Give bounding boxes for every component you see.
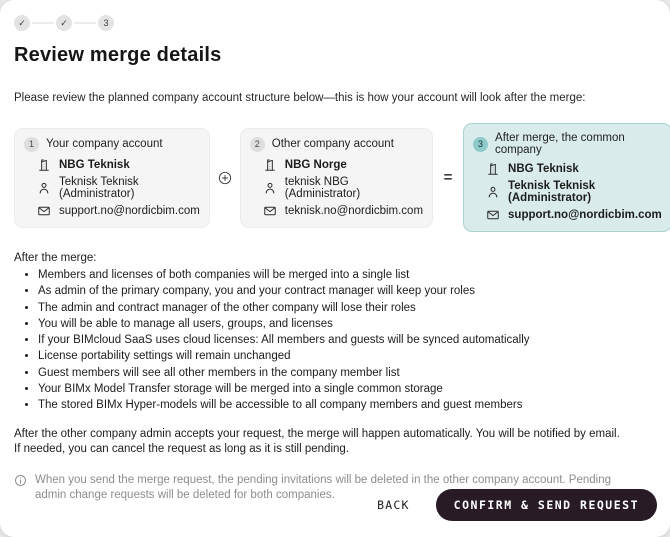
step-3-current[interactable] (98, 15, 114, 31)
step-number: 3 (103, 17, 109, 28)
stepper-connector (32, 22, 54, 24)
company-row: NBG Norge (263, 158, 423, 172)
info-note-text: When you send the merge request, the pending invitations will be deleted in the other company account. Pending admin change requests will be deleted for both companies. (35, 473, 612, 502)
list-item: • The admin and contract manager of the other company will lose their roles (38, 300, 657, 316)
list-item: • As admin of the primary company, you and your contract manager will keep your roles (38, 283, 657, 299)
dialog-footer (377, 489, 657, 521)
company-row: NBG Teknisk (37, 158, 200, 172)
merge-diagram (14, 123, 662, 232)
closing-line: After the other company admin accepts your request, the merge will happen automatically. You will be notified by email. (14, 427, 620, 440)
envelope-icon (37, 204, 51, 218)
closing-line: If needed, you can cancel the request as long as it is still pending. (14, 442, 349, 455)
plus-circle-icon (215, 170, 235, 186)
list-item: • If your BIMcloud SaaS uses cloud licenses: All members and guests will be synced automatically (38, 332, 657, 348)
card-badge: 1 (24, 137, 39, 152)
list-item: • Members and licenses of both companies will be merged into a single list (38, 267, 657, 283)
merged-company-card (463, 123, 670, 232)
other-company-card (240, 128, 433, 228)
building-icon (263, 158, 277, 172)
page-title: Review merge details (14, 44, 222, 66)
card-title-row (250, 137, 423, 152)
stepper-connector (74, 22, 96, 24)
card-title: Your company account (46, 138, 163, 150)
your-company-card (14, 128, 210, 228)
list-item: • Your BIMx Model Transfer storage will be merged into a single common storage (38, 381, 657, 397)
building-icon (37, 158, 51, 172)
card-title: After merge, the common company (495, 132, 625, 156)
card-title-row (473, 132, 662, 156)
step-1-done[interactable] (14, 15, 30, 31)
info-icon (14, 474, 27, 487)
after-merge-section (14, 252, 657, 414)
person-icon (486, 185, 500, 199)
closing-paragraph (14, 427, 657, 457)
card-title: Other company account (271, 138, 394, 150)
card-badge: 3 (473, 137, 488, 152)
intro-text: Please review the planned company account structure below—this is how your account will look after the merge: (14, 92, 586, 104)
equals-sign: = (443, 169, 453, 186)
envelope-icon (263, 204, 277, 218)
email-row: support.no@nordicbim.com (37, 204, 200, 218)
person-icon (263, 181, 277, 195)
admin-row: teknisk NBG (Administrator) (263, 176, 423, 200)
person-icon (37, 181, 51, 195)
building-icon (486, 162, 500, 176)
list-item: • License portability settings will remain unchanged (38, 348, 657, 364)
step-2-done[interactable] (56, 15, 72, 31)
email-row: teknisk.no@nordicbim.com (263, 204, 423, 218)
email-row: support.no@nordicbim.com (486, 208, 662, 222)
admin-row: Teknisk Teknisk (Administrator) (37, 176, 200, 200)
admin-row: Teknisk Teknisk (Administrator) (486, 180, 662, 204)
check-icon: ✓ (60, 17, 68, 28)
back-button[interactable]: BACK (377, 498, 410, 512)
list-item: • The stored BIMx Hyper-models will be accessible to all company members and guest members (38, 397, 657, 413)
list-item: • You will be able to manage all users, groups, and licenses (38, 316, 657, 332)
envelope-icon (486, 208, 500, 222)
company-row: NBG Teknisk (486, 162, 662, 176)
after-merge-list (14, 267, 657, 414)
wizard-stepper (14, 15, 657, 31)
card-title-row (24, 137, 200, 152)
list-item: • Guest members will see all other members in the company member list (38, 365, 657, 381)
after-merge-heading: After the merge: (14, 252, 97, 264)
check-icon: ✓ (18, 17, 26, 28)
card-badge: 2 (250, 137, 265, 152)
confirm-send-request-button[interactable]: CONFIRM & SEND REQUEST (436, 489, 657, 521)
